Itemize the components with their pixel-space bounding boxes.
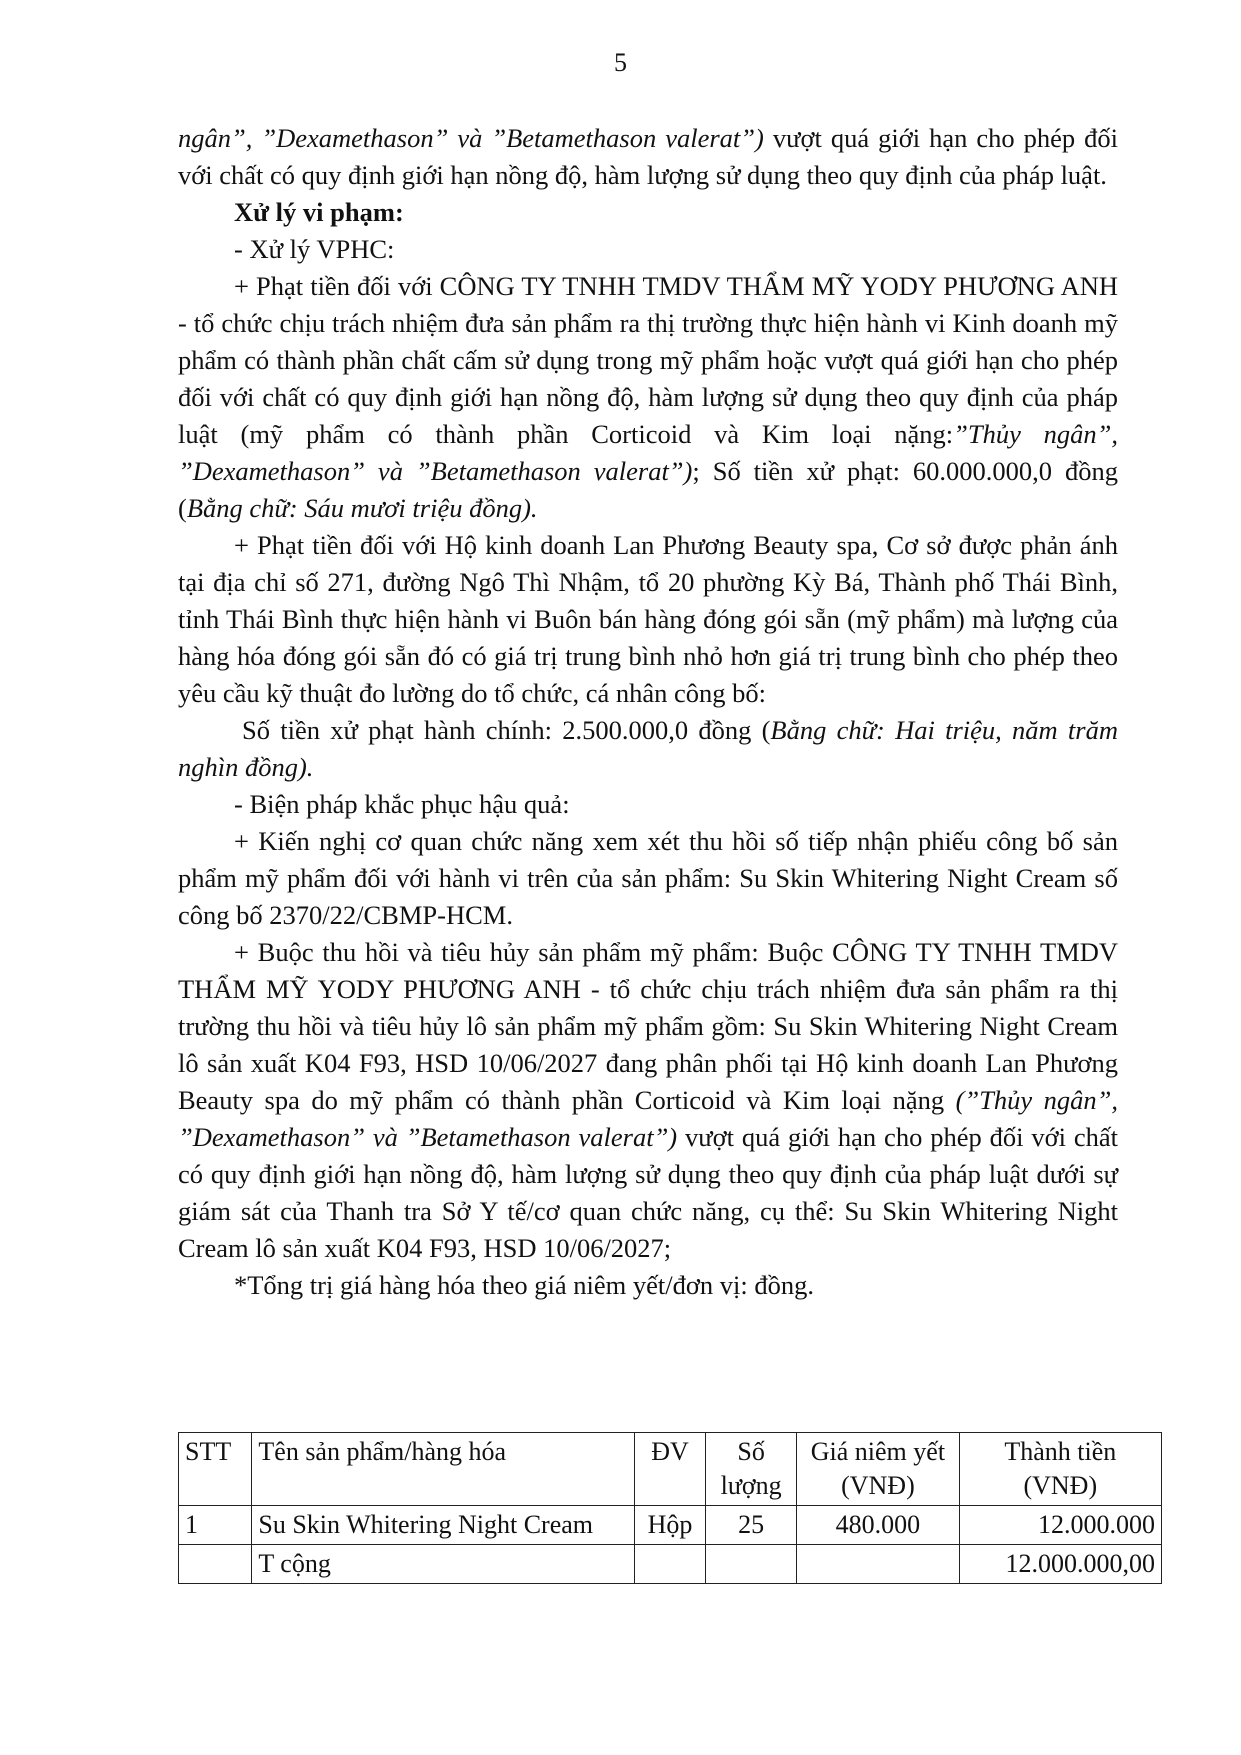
page-number: 5 [614,48,627,77]
table-total-row [179,1545,1162,1584]
paragraph-fine-company: + Phạt tiền đối với CÔNG TY TNHH TMDV THẨM MỸ YODY PHƯƠNG ANH - tổ chức chịu trách nhiệm đưa sản phẩm ra thị trường thực hiện hành vi Kinh doanh mỹ phẩm có thành phần chất cấm sử dụng trong mỹ phẩm hoặc vượt quá giới hạn cho phép đối với chất có quy định giới hạn nồng độ, hàm lượng sử dụng theo quy định của pháp luật (mỹ phẩm có thành phần Corticoid và Kim loại nặng:”Thủy ngân”, ”Dexamethason” và ”Betamethason valerat”); Số tiền xử phạt: 60.000.000,0 đồng (Bằng chữ: Sáu mươi triệu đồng). [178,271,1118,523]
header-amount: Thành tiền (VNĐ) [959,1433,1161,1506]
header-stt: STT [179,1433,252,1506]
header-product-name: Tên sản phẩm/hàng hóa [252,1433,635,1506]
cell-unit: Hộp [634,1506,705,1545]
total-amount: 12.000.000,00 [959,1545,1161,1584]
header-unit: ĐV [634,1433,705,1506]
table-row [179,1506,1162,1545]
section-heading: Xử lý vi phạm: [234,197,404,227]
vphc-label: - Xử lý VPHC: [234,234,395,264]
cell-stt: 1 [179,1506,252,1545]
paragraph-remedy-recall-number: + Kiến nghị cơ quan chức năng xem xét thu hồi số tiếp nhận phiếu công bố sản phẩm mỹ phẩm đối với hành vi trên của sản phẩm: Su Skin Whitering Night Cream số công bố 2370/22/CBMP-HCM. [178,826,1118,930]
goods-table [178,1432,1162,1584]
paragraph-fine-household: + Phạt tiền đối với Hộ kinh doanh Lan Phương Beauty spa, Cơ sở được phản ánh tại địa chỉ số 271, đường Ngô Thì Nhậm, tổ 20 phường Kỳ Bá, Thành phố Thái Bình, tỉnh Thái Bình thực hiện hành vi Buôn bán hàng đóng gói sẵn (mỹ phẩm) mà lượng của hàng hóa đóng gói sẵn đó có giá trị trung bình nhỏ hơn giá trị trung bình cho phép theo yêu cầu kỹ thuật đo lường do tổ chức, cá nhân công bố: [178,530,1118,708]
cell-amount: 12.000.000 [959,1506,1161,1545]
paragraph-remedy-destroy: + Buộc thu hồi và tiêu hủy sản phẩm mỹ phẩm: Buộc CÔNG TY TNHH TMDV THẨM MỸ YODY PHƯƠNG ANH - tổ chức chịu trách nhiệm đưa sản phẩm ra thị trường thu hồi và tiêu hủy lô sản phẩm mỹ phẩm gồm: Su Skin Whitering Night Cream lô sản xuất K04 F93, HSD 10/06/2027 đang phân phối tại Hộ kinh doanh Lan Phương Beauty spa do mỹ phẩm có thành phần Corticoid và Kim loại nặng (”Thủy ngân”, ”Dexamethason” và ”Betamethason valerat”) vượt quá giới hạn cho phép đối với chất có quy định giới hạn nồng độ, hàm lượng sử dụng theo quy định của pháp luật dưới sự giám sát của Thanh tra Sở Y tế/cơ quan chức năng, cụ thể: Su Skin Whitering Night Cream lô sản xuất K04 F93, HSD 10/06/2027; [178,937,1118,1263]
total-value-note: *Tổng trị giá hàng hóa theo giá niêm yết/đơn vị: đồng. [234,1270,814,1300]
table-header-row [179,1433,1162,1506]
remedy-label: - Biện pháp khắc phục hậu quả: [234,789,570,819]
substance-list: ngân”, ”Dexamethason” và ”Betamethason valerat”) [178,123,764,153]
header-quantity: Số lượng [706,1433,797,1506]
cell-quantity: 25 [706,1506,797,1545]
cell-product-name: Su Skin Whitering Night Cream [252,1506,635,1545]
cell-listed-price: 480.000 [797,1506,959,1545]
header-listed-price: Giá niêm yết (VNĐ) [797,1433,959,1506]
paragraph-violation-continued: ngân”, ”Dexamethason” và ”Betamethason valerat”) vượt quá giới hạn cho phép đối với chất có quy định giới hạn nồng độ, hàm lượng sử dụng theo quy định của pháp luật. [178,123,1118,190]
total-label: T cộng [252,1545,635,1584]
paragraph-fine-amount: Số tiền xử phạt hành chính: 2.500.000,0 đồng (Bằng chữ: Hai triệu, năm trăm nghìn đồng). [178,715,1118,782]
document-body [178,120,1118,1304]
